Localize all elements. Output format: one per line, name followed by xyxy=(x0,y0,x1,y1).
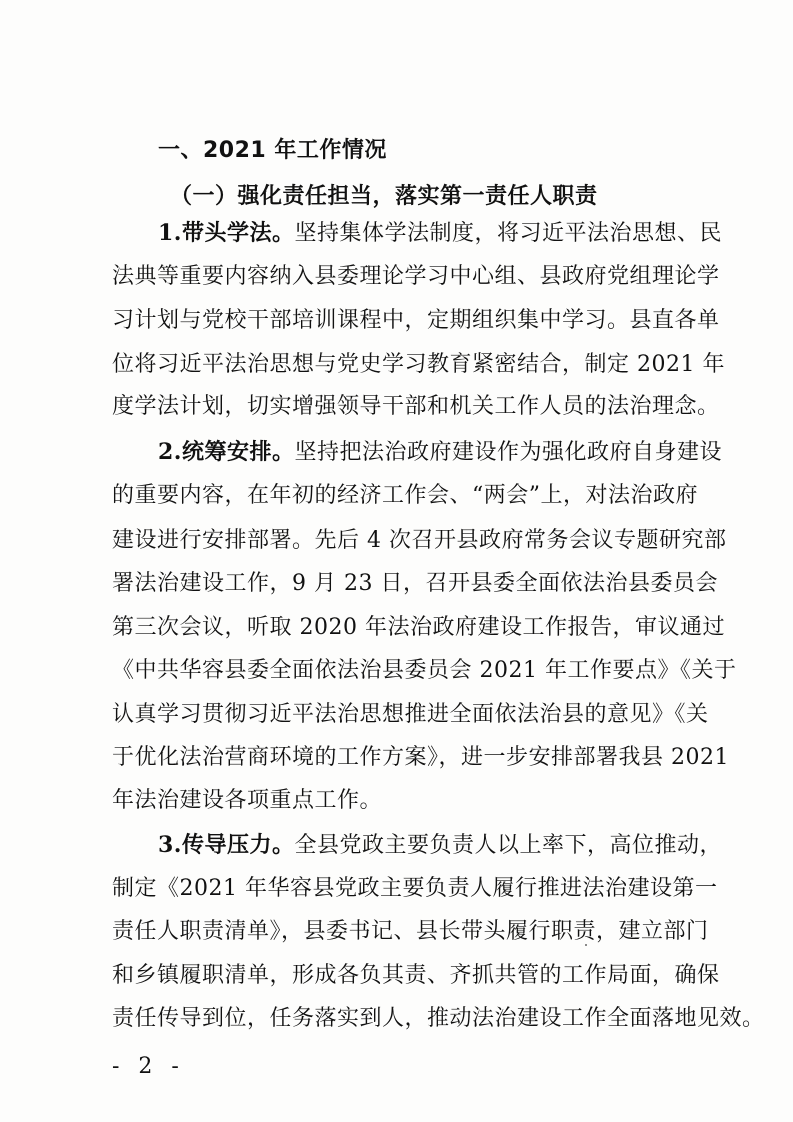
paragraph-2-line-1: 2.统筹安排。坚持把法治政府建设作为强化政府自身建设 xyxy=(158,439,722,465)
paragraph-1-line-1: 1.带头学法。坚持集体学法制度，将习近平法治思想、民 xyxy=(158,220,722,246)
subsection-heading: （一）强化责任担当，落实第一责任人职责 xyxy=(170,183,598,209)
paragraph-2-line-6: 《中共华容县委全面依法治县委员会 2021 年工作要点》《关于 xyxy=(112,658,737,683)
paragraph-1-lead: 1.带头学法。 xyxy=(158,220,295,246)
paragraph-3-line-4: 和乡镇履职清单，形成各负其责、齐抓共管的工作局面，确保 xyxy=(112,963,720,988)
page-number: - 2 - xyxy=(112,1054,185,1079)
paragraph-2-line-7: 认真学习贯彻习近平法治思想推进全面依法治县的意见》《关 xyxy=(112,702,709,727)
paragraph-2-line-3: 建设进行安排部署。先后 4 次召开县政府常务会议专题研究部 xyxy=(112,528,727,553)
paragraph-3-line-1: 3.传导压力。全县党政主要负责人以上率下，高位推动， xyxy=(158,832,722,858)
paragraph-2-line-2: 的重要内容，在年初的经济工作会、“两会”上，对法治政府 xyxy=(112,483,698,508)
paragraph-1-line-3: 习计划与党校干部培训课程中，定期组织集中学习。县直各单 xyxy=(112,308,720,333)
paragraph-2-line-5: 第三次会议，听取 2020 年法治政府建设工作报告，审议通过 xyxy=(112,615,725,640)
paragraph-2-line-9: 年法治建设各项重点工作。 xyxy=(112,788,383,813)
paragraph-3-line-2: 制定《2021 年华容县党政主要负责人履行推进法治建设第一 xyxy=(112,876,718,901)
paragraph-2-line-8: 于优化法治营商环境的工作方案》，进一步安排部署我县 2021 xyxy=(112,745,729,770)
paragraph-3-line-5: 责任传导到位，任务落实到人，推动法治建设工作全面落地见效。 xyxy=(112,1006,765,1031)
scan-speck xyxy=(585,944,587,946)
paragraph-2-line-4: 署法治建设工作，9 月 23 日，召开县委全面依法治县委员会 xyxy=(112,571,718,596)
paragraph-1-line-5: 度学法计划，切实增强领导干部和机关工作人员的法治理念。 xyxy=(112,394,720,419)
paragraph-1-line-2: 法典等重要内容纳入县委理论学习中心组、县政府党组理论学 xyxy=(112,264,720,289)
paragraph-3-lead: 3.传导压力。 xyxy=(158,832,295,858)
paragraph-2-lead: 2.统筹安排。 xyxy=(158,439,295,465)
paragraph-3-line-3: 责任人职责清单》，县委书记、县长带头履行职责，建立部门 xyxy=(112,919,709,944)
section-heading: 一、2021 年工作情况 xyxy=(158,138,387,163)
paragraph-1-line-4: 位将习近平法治思想与党史学习教育紧密结合，制定 2021 年 xyxy=(112,352,725,377)
